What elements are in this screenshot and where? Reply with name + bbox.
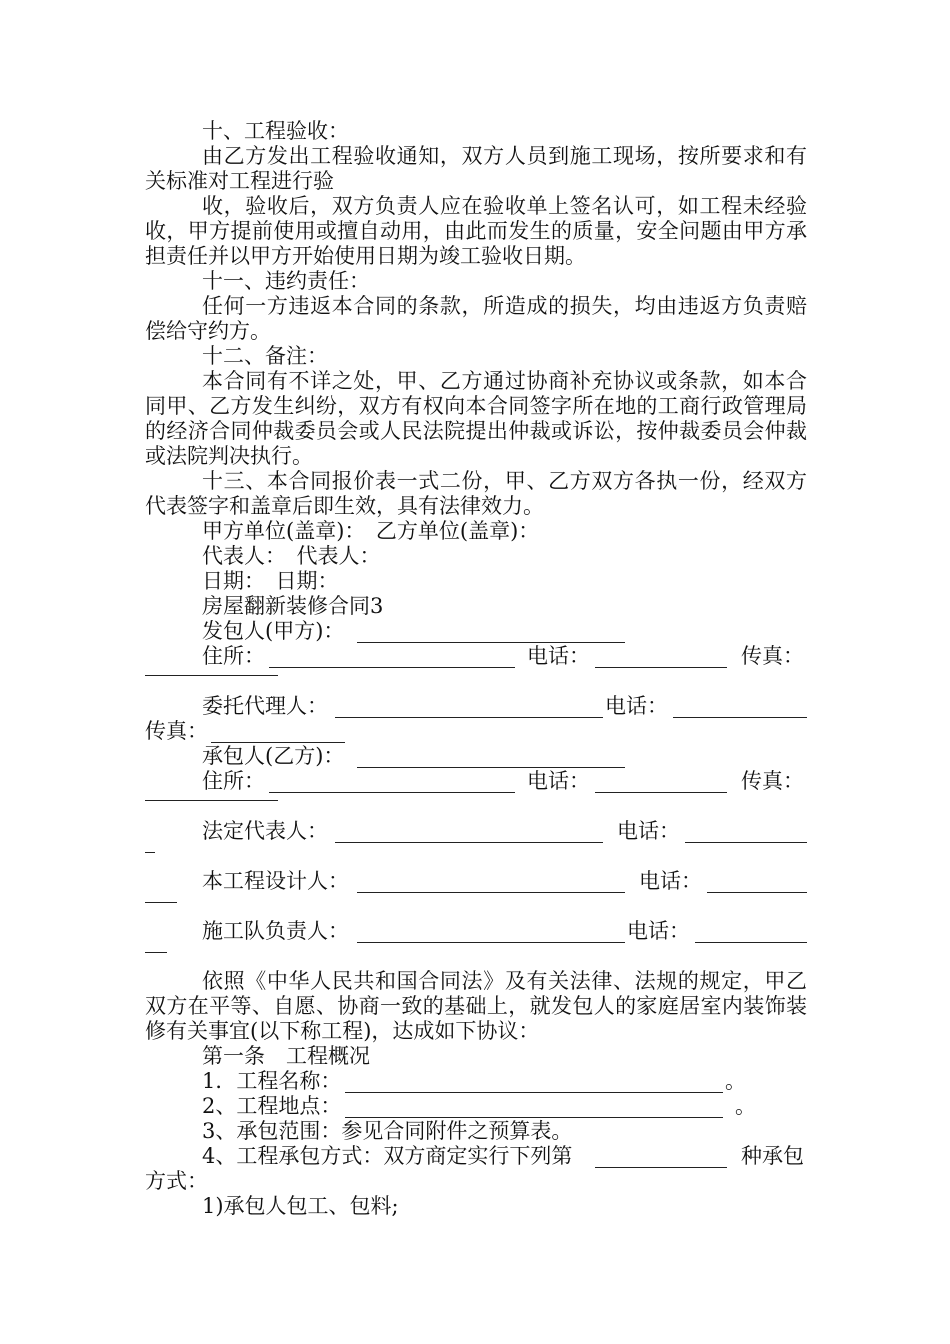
item-2-end: 。 <box>735 1094 756 1118</box>
item-4-line <box>145 1144 807 1169</box>
agreement-intro: 依照《中华人民共和国合同法》及有关法律、法规的规定，甲乙双方在平等、自愿、协商一致的基础上，就发包人的家庭居室内装饰装修有关事宜(以下称工程)，达成如下协议： <box>145 969 807 1043</box>
item-2-line <box>145 1094 807 1119</box>
contractor-fax-label: 传真： <box>741 769 804 793</box>
section-10-paragraph-1: 由乙方发出工程验收通知，双方人员到施工现场，按所要求和有关标准对工程进行验 <box>145 144 807 193</box>
signature-units: 甲方单位(盖章)： 乙方单位(盖章)： <box>202 519 540 543</box>
employer-address-label: 住所： <box>202 644 265 668</box>
designer-phone-continuation <box>145 894 807 919</box>
legal-rep-blank[interactable] <box>335 842 603 843</box>
signature-dates: 日期： 日期： <box>202 569 339 593</box>
designer-phone-blank[interactable] <box>707 892 807 893</box>
agent-blank[interactable] <box>335 717 603 718</box>
contractor-blank[interactable] <box>357 767 625 768</box>
contractor-address-label: 住所： <box>202 769 265 793</box>
legal-rep-label: 法定代表人： <box>202 819 328 843</box>
item-1-label: 1．工程名称： <box>202 1069 342 1093</box>
signature-representatives: 代表人： 代表人： <box>202 544 381 568</box>
contractor-line <box>145 744 807 769</box>
legal-rep-line <box>145 819 807 844</box>
team-leader-phone-label: 电话： <box>627 919 690 943</box>
designer-phone-label: 电话： <box>639 869 702 893</box>
article-1-title: 第一条 工程概况 <box>202 1044 370 1068</box>
designer-label: 本工程设计人： <box>202 869 349 893</box>
item-2-blank[interactable] <box>345 1117 723 1118</box>
team-leader-phone-blank[interactable] <box>695 942 807 943</box>
section-13-paragraph: 十三、本合同报价表一式二份，甲、乙方双方各执一份，经双方代表签字和盖章后即生效，具有法律效力。 <box>145 469 807 518</box>
agent-fax-line <box>145 719 807 744</box>
agent-line <box>145 694 807 719</box>
contractor-phone-blank[interactable] <box>595 792 727 793</box>
contractor-fax-blank[interactable] <box>145 800 278 801</box>
section-12-paragraph: 本合同有不详之处，甲、乙方通过协商补充协议或条款，如本合同甲、乙方发生纠纷，双方有权向本合同签字所在地的工商行政管理局的经济合同仲裁委员会或人民法院提出仲裁或诉讼，按仲裁委员会仲裁或法院判决执行。 <box>145 369 807 468</box>
designer-phone-blank-tail[interactable] <box>145 902 177 903</box>
legal-rep-phone-continuation <box>145 844 807 869</box>
item-4-blank[interactable] <box>595 1167 727 1168</box>
team-leader-line <box>145 919 807 944</box>
employer-address-line <box>145 644 807 669</box>
item-3: 3、承包范围：参见合同附件之预算表。 <box>202 1119 573 1143</box>
agent-phone-label: 电话： <box>605 694 668 718</box>
team-leader-label: 施工队负责人： <box>202 919 349 943</box>
employer-phone-label: 电话： <box>527 644 590 668</box>
section-11-title: 十一、违约责任： <box>202 269 370 293</box>
agent-label: 委托代理人： <box>202 694 328 718</box>
item-2-label: 2、工程地点： <box>202 1094 342 1118</box>
agent-fax-blank[interactable] <box>211 742 345 743</box>
section-12-title: 十二、备注： <box>202 344 328 368</box>
item-1-line <box>145 1069 807 1094</box>
option-1: 1)承包人包工、包料; <box>202 1194 399 1218</box>
contractor-label: 承包人(乙方)： <box>202 744 345 768</box>
legal-rep-phone-blank[interactable] <box>685 842 807 843</box>
team-leader-phone-blank-tail[interactable] <box>145 952 167 953</box>
item-4-suffix: 种承包 <box>741 1144 804 1168</box>
section-11-paragraph: 任何一方违返本合同的条款，所造成的损失，均由违返方负责赔偿给守约方。 <box>145 294 807 343</box>
employer-line <box>145 619 807 644</box>
item-1-blank[interactable] <box>345 1092 723 1093</box>
item-4-continuation: 方式： <box>145 1169 208 1193</box>
team-leader-phone-continuation <box>145 944 807 969</box>
employer-fax-label: 传真： <box>741 644 804 668</box>
item-4-label: 4、工程承包方式：双方商定实行下列第 <box>202 1144 573 1168</box>
employer-address-blank[interactable] <box>269 667 515 668</box>
contract-page <box>145 119 807 1219</box>
legal-rep-phone-blank-tail[interactable] <box>145 852 155 853</box>
contractor-phone-label: 电话： <box>527 769 590 793</box>
employer-blank[interactable] <box>357 642 625 643</box>
contract-3-heading: 房屋翻新装修合同3 <box>202 594 384 618</box>
agent-fax-label: 传真： <box>145 719 208 743</box>
team-leader-blank[interactable] <box>357 942 625 943</box>
designer-blank[interactable] <box>357 892 625 893</box>
employer-fax-blank[interactable] <box>145 675 278 676</box>
legal-rep-phone-label: 电话： <box>617 819 680 843</box>
designer-line <box>145 869 807 894</box>
contractor-address-blank[interactable] <box>269 792 515 793</box>
item-1-end: 。 <box>725 1069 746 1093</box>
section-10-title: 十、工程验收： <box>202 119 349 143</box>
employer-label: 发包人(甲方)： <box>202 619 345 643</box>
section-10-paragraph-2: 收，验收后，双方负责人应在验收单上签名认可，如工程未经验收，甲方提前使用或擅自动用，由此而发生的质量，安全问题由甲方承担责任并以甲方开始使用日期为竣工验收日期。 <box>145 194 807 268</box>
contractor-fax-line <box>145 794 807 819</box>
employer-phone-blank[interactable] <box>595 667 727 668</box>
contractor-address-line <box>145 769 807 794</box>
employer-fax-line <box>145 669 807 694</box>
agent-phone-blank[interactable] <box>673 717 807 718</box>
